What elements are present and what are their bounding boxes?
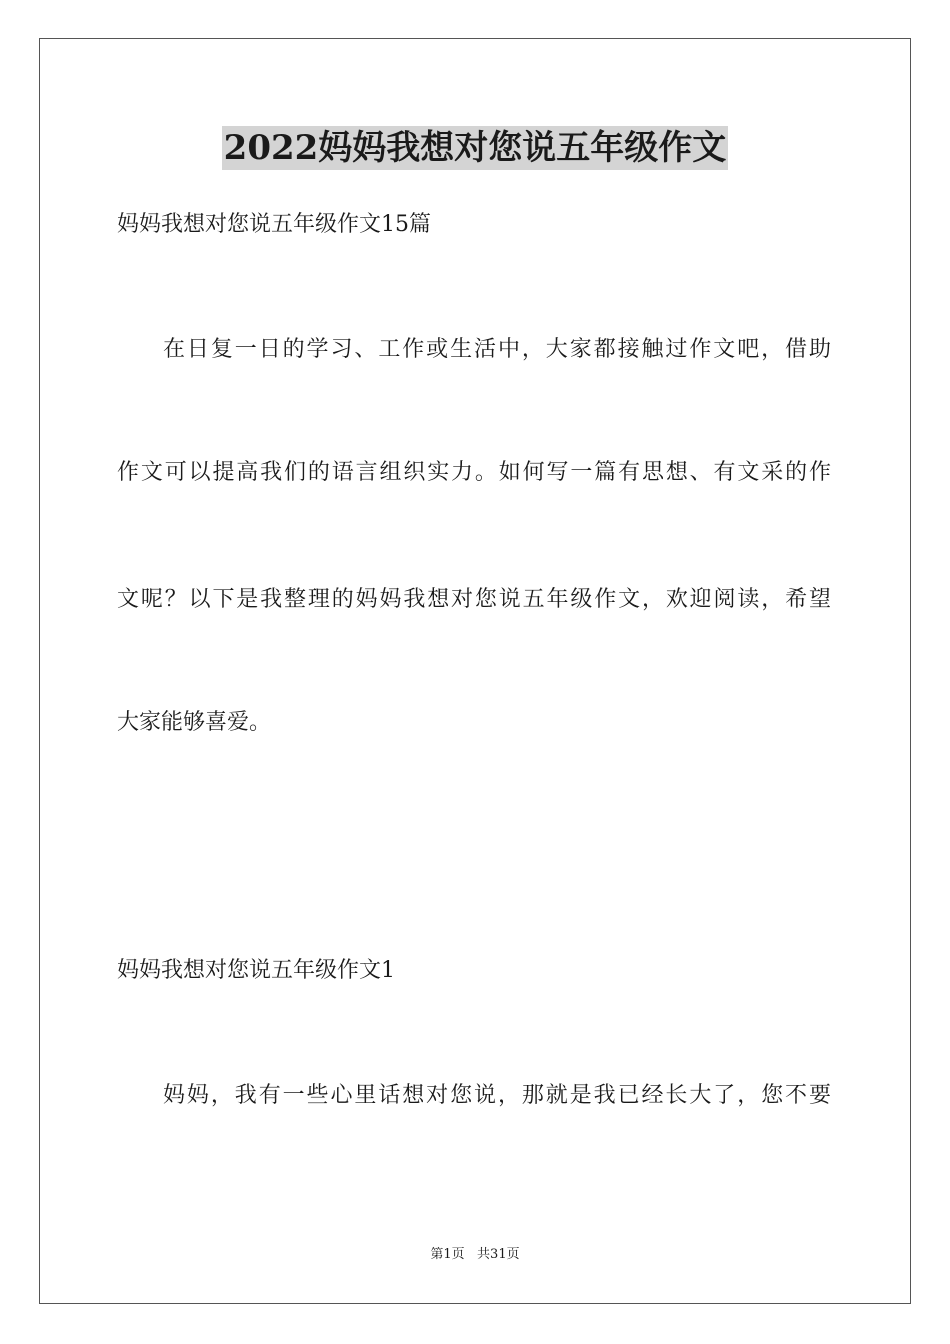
intro-line-2: 作文可以提高我们的语言组织实力。如何写一篇有思想、有文采的作	[117, 460, 831, 485]
document-subtitle: 妈妈我想对您说五年级作文15篇	[117, 212, 431, 237]
title-container	[0, 126, 950, 170]
intro-line-1: 在日复一日的学习、工作或生活中，大家都接触过作文吧，借助	[163, 337, 831, 362]
intro-line-4: 大家能够喜爱。	[117, 710, 272, 735]
page-footer: 第1页 共31页	[430, 1247, 520, 1262]
intro-line-3: 文呢？以下是我整理的妈妈我想对您说五年级作文，欢迎阅读，希望	[117, 587, 831, 612]
document-title: 2022妈妈我想对您说五年级作文	[223, 128, 727, 168]
section-first-line: 妈妈，我有一些心里话想对您说，那就是我已经长大了，您不要	[163, 1083, 831, 1108]
section-heading: 妈妈我想对您说五年级作文1	[117, 958, 395, 983]
